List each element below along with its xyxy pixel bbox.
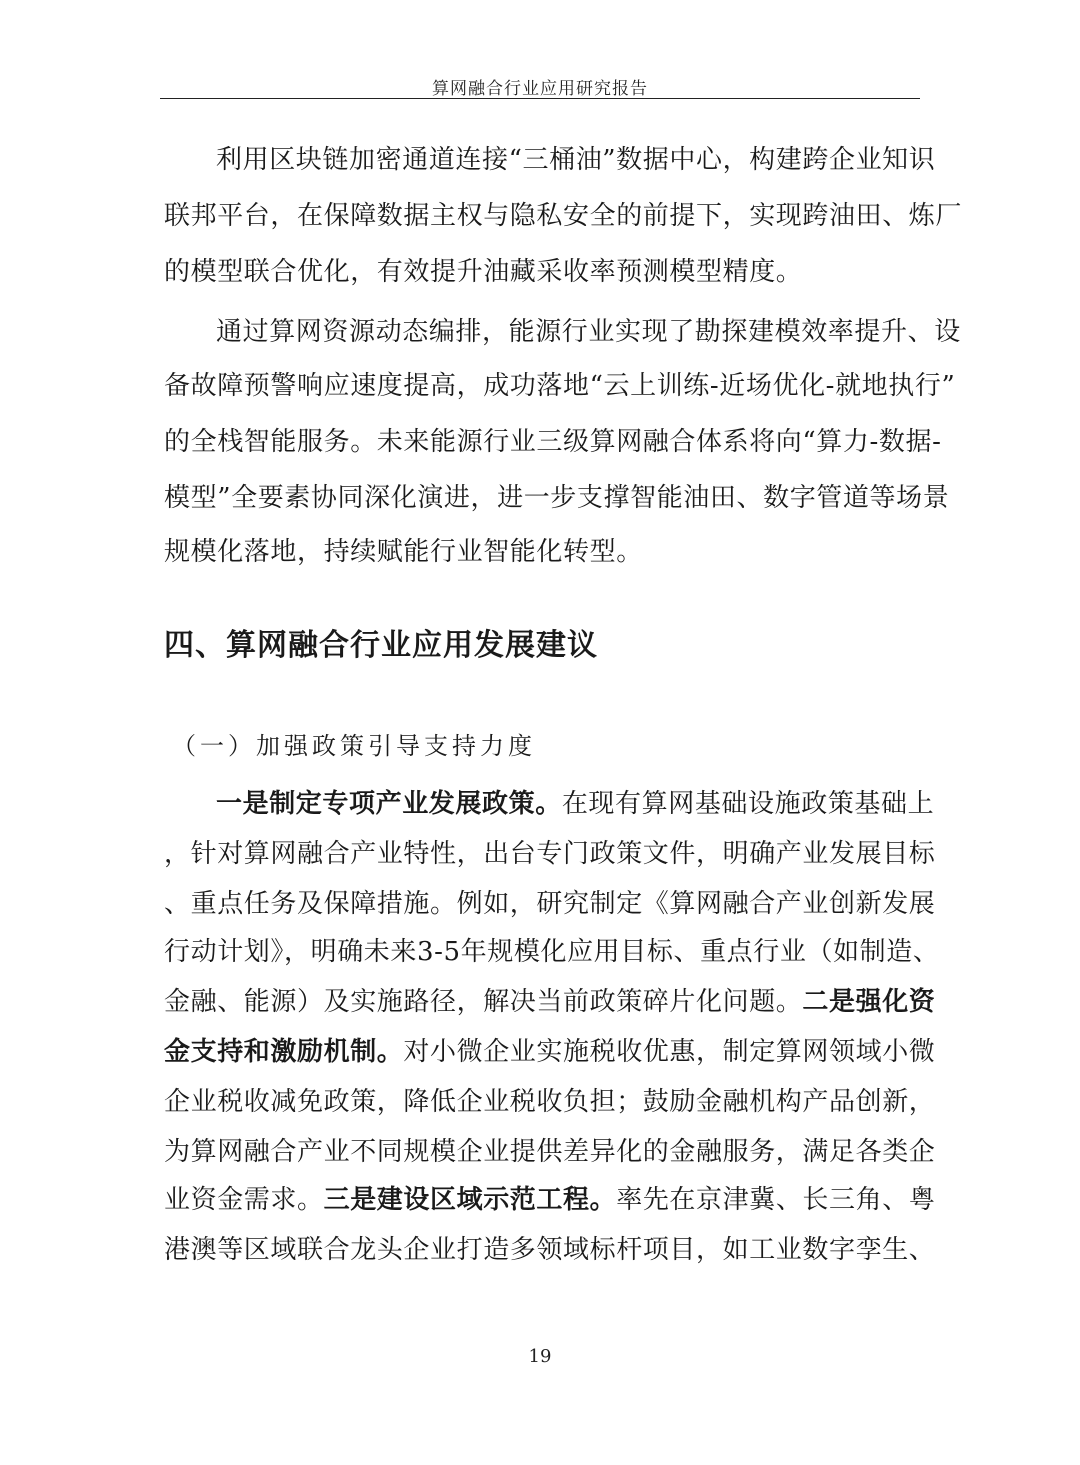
paragraph-line: 利用区块链加密通道连接“三桶油”数据中心，构建跨企业知识: [216, 145, 936, 175]
paragraph-line: 的模型联合优化，有效提升油藏采收率预测模型精度。: [164, 257, 803, 287]
bold-lead-text: 金支持和激励机制。: [164, 1037, 404, 1067]
paragraph-line: 行动计划》，明确未来3-5年规模化应用目标、重点行业（如制造、: [164, 937, 940, 967]
paragraph-line: ，针对算网融合产业特性，出台专门政策文件，明确产业发展目标: [164, 839, 936, 869]
bold-lead-text: 二是强化资: [802, 987, 936, 1017]
line-text: 金融、能源）及实施路径，解决当前政策碎片化问题。: [164, 987, 803, 1017]
paragraph-line: 港澳等区域联合龙头企业打造多领域标杆项目，如工业数字孪生、: [164, 1235, 936, 1265]
line-text: 对小微企业实施税收优惠，制定算网领域小微: [403, 1037, 936, 1067]
paragraph-line: 、重点任务及保障措施。例如，研究制定《算网融合产业创新发展: [164, 889, 936, 919]
paragraph-line: 备故障预警响应速度提高，成功落地“云上训练-近场优化-就地执行”: [164, 371, 956, 401]
page-number: 19: [528, 1346, 552, 1367]
line-text: 业资金需求。: [164, 1185, 324, 1215]
bold-lead-text: 一是制定专项产业发展政策。: [216, 789, 562, 819]
paragraph-line: [164, 984, 936, 1020]
paragraph-line: [216, 786, 976, 822]
running-header: 算网融合行业应用研究报告: [432, 79, 648, 99]
header-divider: [160, 98, 920, 99]
paragraph-line: 模型”全要素协同深化演进，进一步支撑智能油田、数字管道等场景: [164, 483, 950, 513]
paragraph-line: 的全栈智能服务。未来能源行业三级算网融合体系将向“算力-数据-: [164, 427, 942, 457]
section-heading: 四、算网融合行业应用发展建议: [164, 628, 598, 663]
paragraph-line: [164, 1182, 936, 1218]
paragraph-line: 为算网融合产业不同规模企业提供差异化的金融服务，满足各类企: [164, 1137, 936, 1167]
bold-lead-text: 三是建设区域示范工程。: [323, 1185, 617, 1215]
sub-heading: （一）加强政策引导支持力度: [172, 732, 536, 760]
line-text: 率先在京津冀、长三角、粤: [616, 1185, 936, 1215]
paragraph-line: 联邦平台，在保障数据主权与隐私安全的前提下，实现跨油田、炼厂: [164, 201, 963, 231]
paragraph-line: 规模化落地，持续赋能行业智能化转型。: [164, 537, 643, 567]
line-text: 在现有算网基础设施政策基础上: [561, 789, 935, 819]
paragraph-line: 通过算网资源动态编排，能源行业实现了勘探建模效率提升、设: [216, 317, 961, 347]
paragraph-line: [164, 1034, 936, 1070]
paragraph-line: 企业税收减免政策，降低企业税收负担；鼓励金融机构产品创新，: [164, 1087, 936, 1117]
